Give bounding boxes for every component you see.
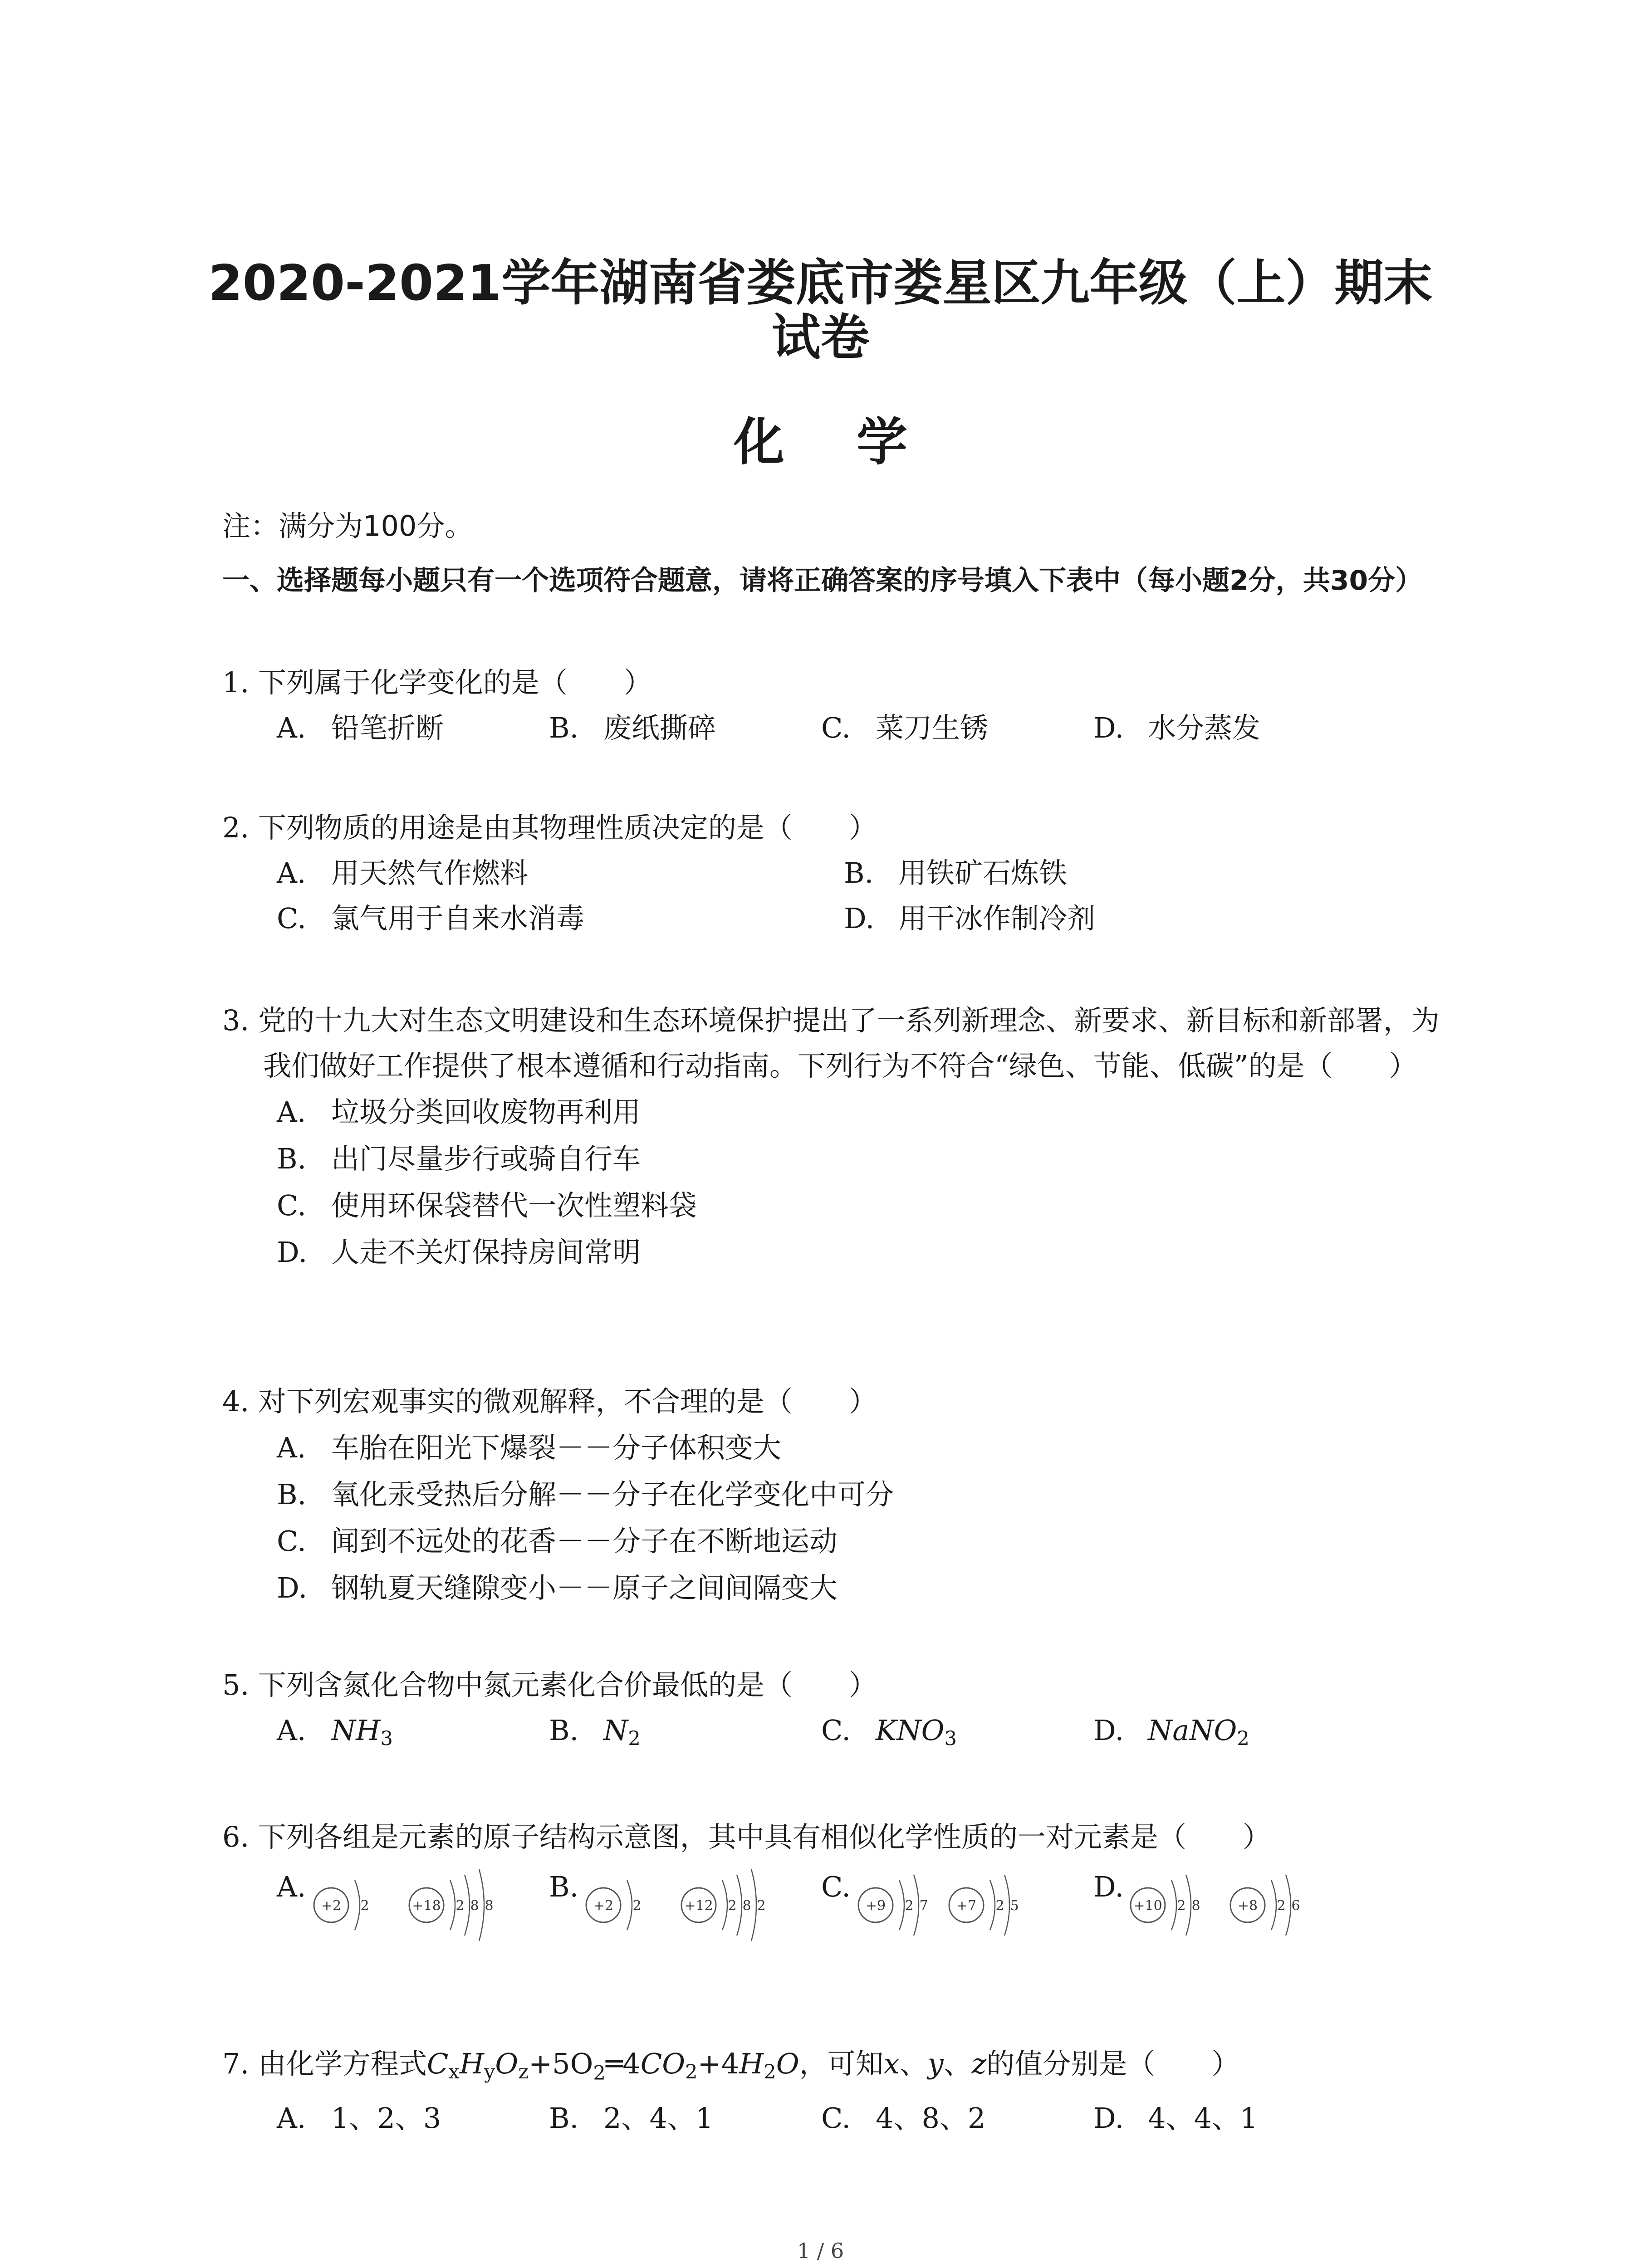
electron-shell [914,1875,919,1936]
option-a: A. 铅笔折断 [277,711,444,744]
question-4 [222,1379,1447,1611]
electron-shell [737,1875,742,1936]
question-7 [222,2041,1447,2141]
question-stem: 7. 由化学方程式$C_xH_yO_z+5O_2═4CO_2+4H_2O$，可知x、y、z的值分别是（ ） [222,2047,1240,2085]
score-note: 注：满分为100分。 [222,509,473,543]
question-stem: 4. 对下列宏观事实的微观解释，不合理的是（ ） [222,1385,877,1418]
question-stem: 3. 党的十九大对生态文明建设和生态环境保护提出了一系列新理念、新要求、新目标和新部署，为我们做好工作提供了根本遵循和行动指南。下列行为不符合“绿色、节能、低碳”的是（ ） [222,1004,1440,1082]
electron-shell [751,1869,756,1941]
option-d: D. 钢轨夏天缝隙变小－－原子之间间隔变大 [277,1571,838,1604]
option-d: D. NaNO$_2$ [1093,1714,1249,1750]
option-d: D. 用干冰作制冷剂 [844,902,1096,935]
atom-diagram [1131,1875,1200,1936]
option-a-label: A. [277,1870,306,1903]
option-d-label: D. [1093,1870,1124,1903]
electron-count: 7 [919,1898,928,1914]
option-b: B. 出门尽量步行或骑自行车 [277,1142,641,1175]
option-a: A. 用天然气作燃料 [277,856,529,890]
option-d: D. 人走不关灯保持房间常明 [277,1236,641,1269]
electron-count: 2 [995,1898,1004,1914]
atom-diagram [409,1869,494,1941]
option-b: B. 用铁矿石炼铁 [844,856,1068,890]
electron-count: 2 [728,1898,737,1914]
question-1 [222,660,1447,751]
electron-shell [1186,1875,1191,1936]
electron-count: 2 [632,1898,642,1914]
atom-structure-svg [222,1860,1447,1950]
question-6 [222,1814,1447,1950]
atom-diagram [681,1869,766,1941]
question-stem: 5. 下列含氮化合物中氮元素化合价最低的是（ ） [222,1668,877,1701]
nucleus-charge: +7 [956,1898,977,1914]
electron-count: 5 [1010,1898,1019,1914]
electron-count: 2 [360,1898,369,1914]
electron-count: 2 [456,1898,465,1914]
option-b: B. 2、4、1 [549,2102,714,2135]
atom-diagrams [222,1860,1447,1950]
nucleus-charge: +2 [593,1898,614,1914]
nucleus-charge: +18 [412,1898,441,1914]
electron-count: 2 [757,1898,766,1914]
electron-count: 8 [742,1898,751,1914]
option-b-label: B. [549,1870,579,1903]
electron-shell [722,1880,727,1930]
section-heading: 一、选择题每小题只有一个选项符合题意，请将正确答案的序号填入下表中（每小题2分，共30分） [222,565,1423,596]
option-d: D. 水分蒸发 [1093,711,1261,744]
electron-shell [450,1880,455,1930]
option-b: B. 氧化汞受热后分解－－分子在化学变化中可分 [277,1478,894,1511]
electron-shell [1004,1875,1009,1936]
option-c: C. 4、8、2 [821,2102,986,2135]
electron-shell [990,1880,995,1930]
electron-shell [355,1880,360,1930]
nucleus-charge: +2 [321,1898,342,1914]
nucleus-charge: +10 [1133,1898,1162,1914]
electron-shell [899,1880,904,1930]
exam-title-line1: 2020-2021学年湖南省娄底市娄星区九年级（上）期末 [208,255,1433,312]
exam-title-line2: 试卷 [771,309,870,366]
option-a: A. $NH_3$ [277,1714,393,1750]
option-c: C. 闻到不远处的花香－－分子在不断地运动 [277,1525,838,1558]
electron-count: 6 [1291,1898,1300,1914]
question-stem: 1. 下列属于化学变化的是（ ） [222,666,652,699]
question-stem: 6. 下列各组是元素的原子结构示意图，其中具有相似化学性质的一对元素是（ ） [222,1820,1271,1853]
electron-shell [627,1880,632,1930]
electron-shell [479,1869,484,1941]
electron-shell [1271,1880,1276,1930]
electron-count: 8 [1191,1898,1200,1914]
option-a: A. 车胎在阳光下爆裂－－分子体积变大 [277,1431,782,1464]
electron-count: 2 [1177,1898,1186,1914]
question-2 [222,805,1447,941]
option-a: A. 垃圾分类回收废物再利用 [277,1095,641,1129]
electron-shell [1171,1880,1176,1930]
nucleus-charge: +12 [684,1898,713,1914]
option-c: C. 使用环保袋替代一次性塑料袋 [277,1189,697,1222]
option-c-label: C. [821,1870,851,1903]
nucleus-charge: +9 [865,1898,886,1914]
option-b: B. 废纸撕碎 [549,711,716,744]
question-stem: 2. 下列物质的用途是由其物理性质决定的是（ ） [222,811,877,844]
electron-count: 8 [470,1898,479,1914]
atom-diagram [1230,1875,1300,1936]
option-c: C. $KNO_3$ [821,1714,957,1750]
question-5 [222,1662,1447,1753]
electron-count: 2 [1277,1898,1286,1914]
subject-heading: 化 学 [734,413,935,472]
option-a: A. 1、2、3 [277,2102,441,2135]
nucleus-charge: +8 [1237,1898,1258,1914]
page-number: 1 / 6 [797,2239,844,2263]
option-d: D. 4、4、1 [1093,2102,1258,2135]
option-c: C. 菜刀生锈 [821,711,989,744]
atom-diagram [314,1880,369,1930]
electron-count: 2 [905,1898,914,1914]
option-b: B. $N_2$ [549,1714,641,1750]
atom-diagram [586,1880,642,1930]
electron-shell [1286,1875,1291,1936]
atom-diagram [949,1875,1019,1936]
electron-shell [465,1875,470,1936]
option-c: C. 氯气用于自来水消毒 [277,902,585,935]
atom-diagram [858,1875,928,1936]
electron-count: 8 [485,1898,494,1914]
question-3 [222,998,1447,1276]
